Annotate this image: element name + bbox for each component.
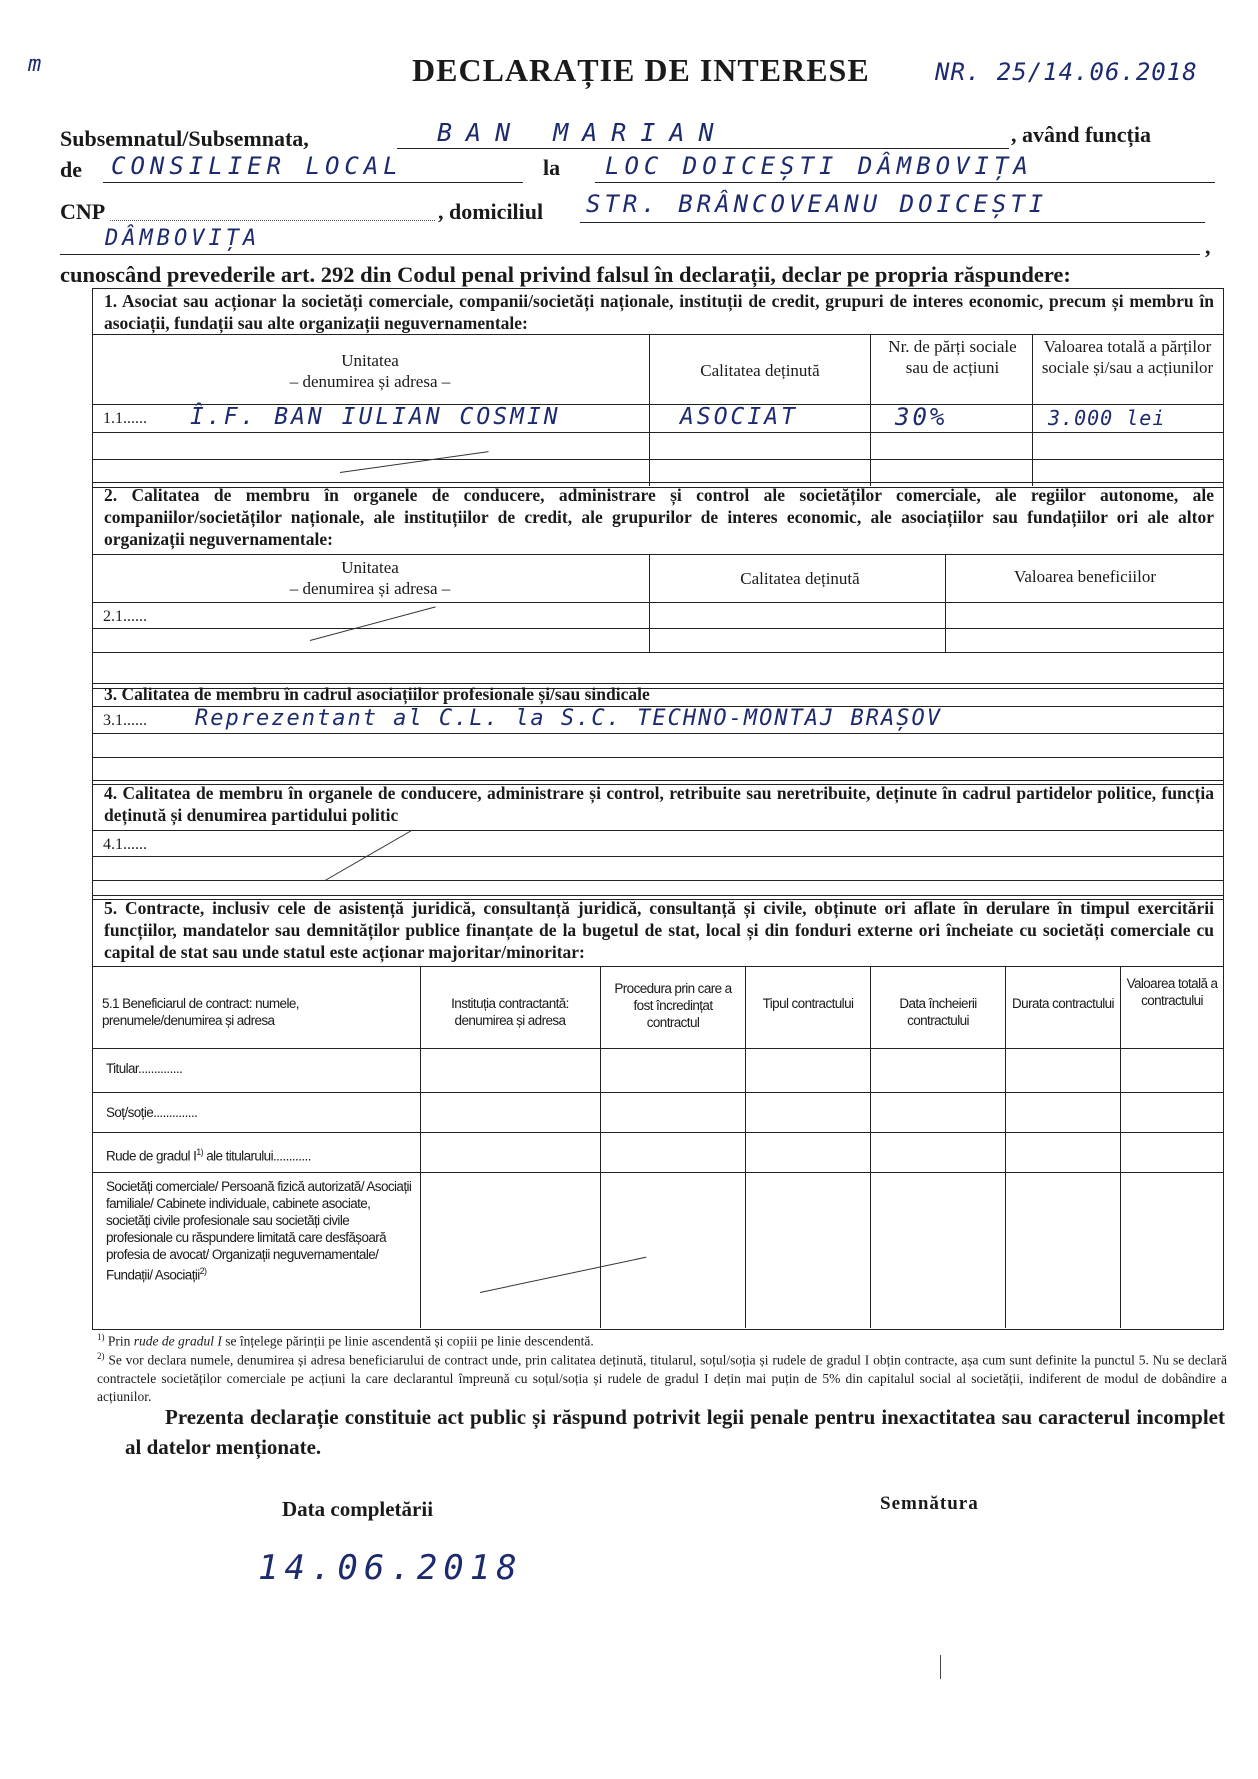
domicile-label: , domiciliul — [438, 199, 544, 224]
institution-value: LOC DOICEȘTI DÂMBOVIȚA — [605, 152, 1033, 180]
de-label: de — [60, 157, 82, 182]
name-label: Subsemnatul/Subsemnata, — [60, 126, 309, 151]
s2-col-quality: Calitatea deținută — [740, 569, 860, 588]
s5-row-companies-sup: 2) — [199, 1266, 207, 1276]
page-title: DECLARAȚIE DE INTERESE — [412, 52, 870, 88]
s5-row-relatives-suffix: ale titularului............ — [203, 1148, 311, 1164]
s5-col-date: Data încheierii contractului — [899, 996, 977, 1028]
s5-row-relatives — [106, 1144, 311, 1165]
footnote-2-text: Se vor declara numele, denumirea și adresa beneficiarului de contract unde, prin calitatea deținută, titularul, soțul/soția și rudele de gradul I obțin contracte, așa cum sunt definite la punctul 5. Nu se declară contractele societăților comerciale pe acțiuni la care declarantul împreună cu soțul/soția și rudele de gradul I dețin mai puțin de 5% din capitalul social al societății, indiferent de modul de dobândire a acțiunilor. — [97, 1352, 1227, 1404]
domicile-field-2 — [60, 226, 1200, 255]
signature-label: Semnătura — [880, 1493, 979, 1514]
domicile-field-1 — [580, 190, 1205, 223]
section2-heading: 2. Calitatea de membru în organele de conducere, administrare și control ale societăților comerciale, ale regiilor autonome, ale companiilor/societăților naționale, ale instituțiilor de credit, ale grupurilor de interes economic, ale asociațiilor sau fundațiilor ori ale altor organizații neguvernamentale: — [104, 485, 1214, 549]
s2-col-unit-header — [240, 557, 500, 599]
s5-col-procedure: Procedura prin care a fost încredințat contractul — [614, 981, 732, 1030]
s2-col-unit-sub: – denumirea și adresa – — [289, 579, 451, 598]
s1-row-prefix: 1.1...... — [103, 410, 147, 427]
name-field — [397, 118, 1009, 149]
s4-row-prefix: 4.1...... — [103, 836, 147, 853]
s1-row-value: 3.000 lei — [1048, 406, 1166, 430]
s5-col-duration: Durata contractului — [1012, 996, 1114, 1011]
s5-row-spouse: Soț/soție.............. — [106, 1105, 198, 1120]
s5-row-companies — [106, 1178, 414, 1284]
date-label: Data completării — [282, 1497, 434, 1521]
s5-col-beneficiary: 5.1 Beneficiarul de contract: numele, prenumele/denumirea și adresa — [102, 996, 299, 1028]
s1-row-shares: 30% — [895, 403, 948, 431]
s1-col-quality: Calitatea deținută — [700, 361, 820, 380]
function-label: , având funcția — [1011, 122, 1151, 147]
s3-row-prefix: 3.1...... — [103, 712, 147, 729]
cnp-label: CNP — [60, 199, 106, 224]
s1-col-unit-sub: – denumirea și adresa – — [289, 372, 451, 391]
date-value: 14.06.2018 — [258, 1548, 523, 1588]
declaration-statement: cunoscând prevederile art. 292 din Codul penal privind falsul în declarații, declar pe propria răspundere: — [60, 262, 1071, 287]
signature-mark — [940, 1655, 941, 1679]
s3-row-text: Reprezentant al C.L. la S.C. TECHNO-MONTAJ BRAȘOV — [195, 706, 943, 731]
margin-mark: m — [28, 52, 45, 77]
s1-col-value: Valoarea totală a părților sociale și/sau a acțiunilor — [1041, 337, 1214, 377]
cnp-field — [110, 220, 435, 221]
section3-heading: 3. Calitatea de membru în cadrul asociațiilor profesionale și/sau sindicale — [104, 684, 650, 704]
s5-row-titular: Titular.............. — [106, 1061, 183, 1076]
registration-number: NR. 25/14.06.2018 — [935, 58, 1198, 86]
s2-row-prefix: 2.1...... — [103, 608, 147, 625]
domicile-value-1: STR. BRÂNCOVEANU DOICEȘTI — [586, 190, 1048, 218]
s1-col-shares: Nr. de părți sociale sau de acțiuni — [888, 337, 1017, 377]
footnote-1-text-a: Prin — [104, 1333, 134, 1349]
s1-row-quality: ASOCIAT — [680, 404, 798, 430]
s5-col-institution: Instituția contractantă: denumirea și adresa — [451, 996, 569, 1028]
domicile-value-2: DÂMBOVIȚA — [105, 226, 261, 251]
footnote-1-emphasis: rude de gradul I — [133, 1333, 222, 1349]
name-value: BAN MARIAN — [437, 118, 728, 147]
footnote-1-text-b: se înțelege părinții pe linie ascendentă și copiii pe linie descendentă. — [221, 1333, 594, 1349]
s2-col-unit: Unitatea — [341, 558, 399, 577]
comma: , — [1205, 234, 1211, 259]
institution-field — [595, 152, 1215, 183]
s5-row-relatives-sup: 1) — [196, 1147, 204, 1157]
section4-heading: 4. Calitatea de membru în organele de conducere, administrare și control, retribuite sau neretribuite, deținute în cadrul partidelor politice, funcția deținută și denumirea partidului politic — [104, 783, 1214, 825]
la-label: la — [543, 155, 561, 180]
function-value: CONSILIER LOCAL — [111, 152, 403, 180]
s1-row-unit: Î.F. BAN IULIAN COSMIN — [190, 404, 561, 430]
s5-row-companies-label: Societăți comerciale/ Persoană fizică autorizată/ Asociații familiale/ Cabinete individuale, cabinete asociate, societăți civile profesionale sau societăți civile profesionale cu răspundere limitată care desfășoară profesia de avocat/ Organizații neguvernamentale/ Fundații/ Asociații — [106, 1179, 412, 1283]
s5-col-type: Tipul contractului — [762, 996, 854, 1011]
s5-row-relatives-label: Rude de gradul I — [106, 1148, 197, 1164]
footnote-2 — [97, 1347, 1227, 1406]
section5-heading: 5. Contracte, inclusiv cele de asistență juridică, consultanță juridică, consultanță și civile, obținute ori aflate în derulare în timpul exercitării funcțiilor, mandatelor sau demnităților publice finanțate de la bugetul de stat, local și din fonduri externe ori încheiate cu societăți comerciale cu capital de stat sau unde statul este acționar majoritar/minoritar: — [104, 898, 1214, 962]
s1-col-unit-header — [240, 350, 500, 392]
s1-col-unit: Unitatea — [341, 351, 399, 370]
footnote-2-sup: 2) — [97, 1351, 105, 1361]
footnote-1-sup: 1) — [97, 1332, 105, 1342]
section1-heading: 1. Asociat sau acționar la societăți comerciale, companii/societăți naționale, instituții de credit, grupuri de interes economic, precum și membru în asociații, fundații sau alte organizații neguvernamentale: — [104, 291, 1214, 333]
closing-statement: Prezenta declarație constituie act public și răspund potrivit legii penale pentru inexactitatea sau caracterul incomplet al datelor menționate. — [125, 1405, 1225, 1459]
function-field — [103, 152, 523, 183]
s5-col-value: Valoarea totală a contractului — [1126, 976, 1218, 1008]
s2-col-benefits: Valoarea beneficiilor — [1013, 567, 1157, 586]
